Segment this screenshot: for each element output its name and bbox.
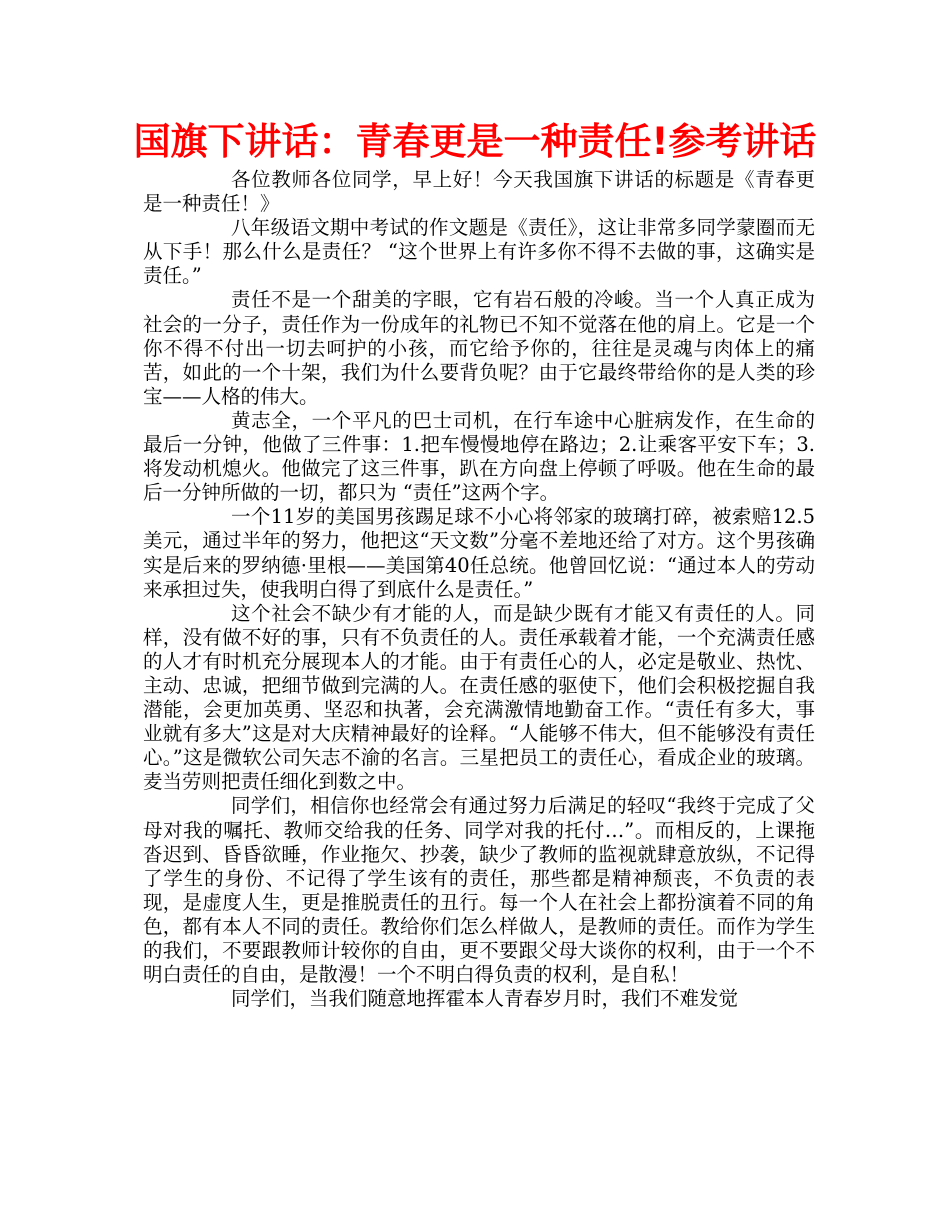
paragraph-bus-driver-story: 黄志全，一个平凡的巴士司机，在行车途中心脏病发作，在生命的最后一分钟，他做了三件事：1.把车慢慢地停在路边；2.让乘客平安下车；3.将发动机熄火。他做完了这三件事，趴在方向盘上停顿了呼吸。他在生命的最后一分钟所做的一切，都只为 “责任”这两个字。 [143,408,815,505]
document-body [143,168,815,1011]
paragraph-talent-and-responsibility: 这个社会不缺少有才能的人，而是缺少既有才能又有责任的人。同样，没有做不好的事，只有不负责任的人。责任承载着才能，一个充满责任感的人才有时机充分展现本人的才能。由于有责任心的人，必定是敬业、热忱、主动、忠诚，把细节做到完满的人。在责任感的驱使下，他们会积极挖掘自我潜能，会更加英勇、坚忍和执著，会充满激情地勤奋工作。“责任有多大，事业就有多大”这是对大庆精神最好的诠释。“人能够不伟大，但不能够没有责任心。”这是微软公司矢志不渝的名言。三星把员工的责任心，看成企业的玻璃。麦当劳则把责任细化到数之中。 [143,601,815,794]
paragraph-youth: 同学们，当我们随意地挥霍本人青春岁月时，我们不难发觉 [231,987,739,1011]
document-title: 国旗下讲话：青春更是一种责任!参考讲话 [133,120,817,163]
paragraph-essay-topic: 八年级语文期中考试的作文题是《责任》，这让非常多同学蒙圈而无从下手！那么什么是责任？ “这个世界上有许多你不得不去做的事，这确实是责任。” [143,216,815,288]
paragraph-reagan-story: 一个11岁的美国男孩踢足球不小心将邻家的玻璃打碎，被索赔12.5美元，通过半年的努力，他把这“天文数”分毫不差地还给了对方。这个男孩确实是后来的罗纳德·里根——美国第40任总统。他曾回忆说：“通过本人的劳动来承担过失，使我明白得了到底什么是责任。” [143,505,815,601]
paragraph-student-responsibility: 同学们，相信你也经常会有通过努力后满足的轻叹“我终于完成了父母对我的嘱托、教师交给我的任务、同学对我的托付…”。而相反的，上课拖沓迟到、昏昏欲睡，作业拖欠、抄袭，缺少了教师的监视就肆意放纵，不记得了学生的身份、不记得了学生该有的责任，那些都是精神颓丧，不负责的表现，是虚度人生，更是推脱责任的丑行。每一个人在社会上都扮演着不同的角色，都有本人不同的责任。教给你们怎么样做人，是教师的责任。而作为学生的我们，不要跟教师计较你的自由，更不要跟父母大谈你的权利，由于一个不明白责任的自由，是散漫！一个不明白得负责的权利，是自私！ [143,794,815,987]
paragraph-greeting: 各位教师各位同学，早上好！今天我国旗下讲话的标题是《青春更是一种责任！》 [143,168,815,216]
paragraph-responsibility-definition: 责任不是一个甜美的字眼，它有岩石般的冷峻。当一个人真正成为社会的一分子，责任作为一份成年的礼物已不知不觉落在他的肩上。它是一个你不得不付出一切去呵护的小孩，而它给予你的，往往是灵魂与肉体上的痛苦，如此的一个十架，我们为什么要背负呢？由于它最终带给你的是人类的珍宝——人格的伟大。 [143,288,815,408]
